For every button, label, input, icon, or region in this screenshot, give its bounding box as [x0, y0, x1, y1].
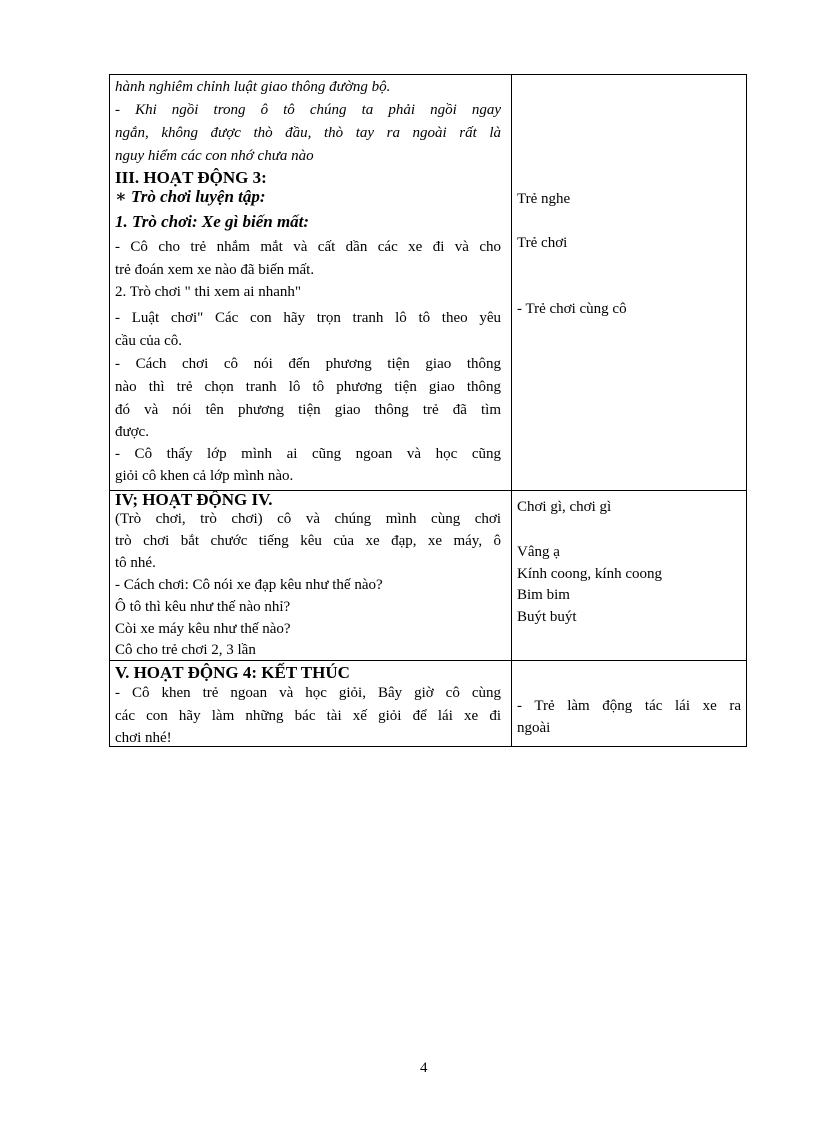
column-divider — [511, 75, 512, 746]
child-response: Vâng ạ — [517, 544, 560, 560]
body-line: đó và nói tên phương tiện giao thông trẻ đã tìm — [115, 402, 501, 418]
body-line: nào thì trẻ chọn tranh lô tô phương tiện giao thông — [115, 379, 501, 395]
body-line: các con hãy làm những bác tài xế giỏi để lái xe đi — [115, 708, 501, 724]
child-response: Trẻ nghe — [517, 191, 571, 207]
body-line: trò chơi bắt chước tiếng kêu của xe đạp, xe máy, ô — [115, 533, 501, 549]
row-divider-s5 — [110, 660, 746, 661]
child-response: - Trẻ làm động tác lái xe ra — [517, 698, 741, 714]
body-line: 2. Trò chơi " thi xem ai nhanh" — [115, 284, 302, 300]
game-1-title: 1. Trò chơi: Xe gì biến mất: — [115, 212, 310, 231]
body-line: trẻ đoán xem xe nào đã biến mất. — [115, 262, 315, 278]
body-line: cầu của cô. — [115, 333, 183, 349]
lesson-table — [109, 74, 747, 747]
child-response: ngoài — [517, 720, 551, 736]
page-number: 4 — [420, 1060, 428, 1076]
body-line: - Cách chơi: Cô nói xe đạp kêu như thế nào? — [115, 577, 383, 593]
section-5-heading: V. HOẠT ĐỘNG 4: KẾT THÚC — [115, 663, 350, 682]
child-response: Chơi gì, chơi gì — [517, 499, 612, 515]
child-response: Bim bim — [517, 587, 570, 603]
body-line: - Luật chơi" Các con hãy trọn tranh lô tô theo yêu — [115, 310, 501, 326]
child-response: Buýt buýt — [517, 609, 577, 625]
intro-line: - Khi ngồi trong ô tô chúng ta phải ngồi ngay — [115, 102, 501, 118]
section-3-heading: III. HOẠT ĐỘNG 3: — [115, 168, 267, 187]
child-response: Kính coong, kính coong — [517, 566, 662, 582]
body-line: - Cô khen trẻ ngoan và học giỏi, Bây giờ cô cùng — [115, 685, 501, 701]
body-line: Ô tô thì kêu như thế nào nhỉ? — [115, 599, 291, 615]
body-line: - Cô thấy lớp mình ai cũng ngoan và học cũng — [115, 446, 501, 462]
child-response: - Trẻ chơi cùng cô — [517, 301, 627, 317]
body-line: Cô cho trẻ chơi 2, 3 lần — [115, 642, 256, 658]
intro-line: hành nghiêm chỉnh luật giao thông đường bộ. — [115, 79, 391, 95]
body-line: được. — [115, 424, 149, 440]
intro-line: nguy hiểm các con nhớ chưa nào — [115, 148, 314, 164]
body-line: (Trò chơi, trò chơi) cô và chúng mình cùng chơi — [115, 511, 501, 527]
child-response: Trẻ chơi — [517, 235, 568, 251]
body-line: Còi xe máy kêu như thế nào? — [115, 621, 291, 637]
intro-line: ngắn, không được thò đầu, thò tay ra ngoài rất là — [115, 125, 501, 141]
section-4-heading: IV; HOẠT ĐỘNG IV. — [115, 490, 273, 509]
body-line: chơi nhé! — [115, 730, 172, 746]
body-line: tô nhé. — [115, 555, 156, 571]
body-line: giỏi cô khen cả lớp mình nào. — [115, 468, 294, 484]
body-line: - Cô cho trẻ nhắm mắt và cất dần các xe đi và cho — [115, 239, 501, 255]
section-3-subheading: ∗ Trò chơi luyện tập: — [115, 187, 266, 206]
body-line: - Cách chơi cô nói đến phương tiện giao thông — [115, 356, 501, 372]
